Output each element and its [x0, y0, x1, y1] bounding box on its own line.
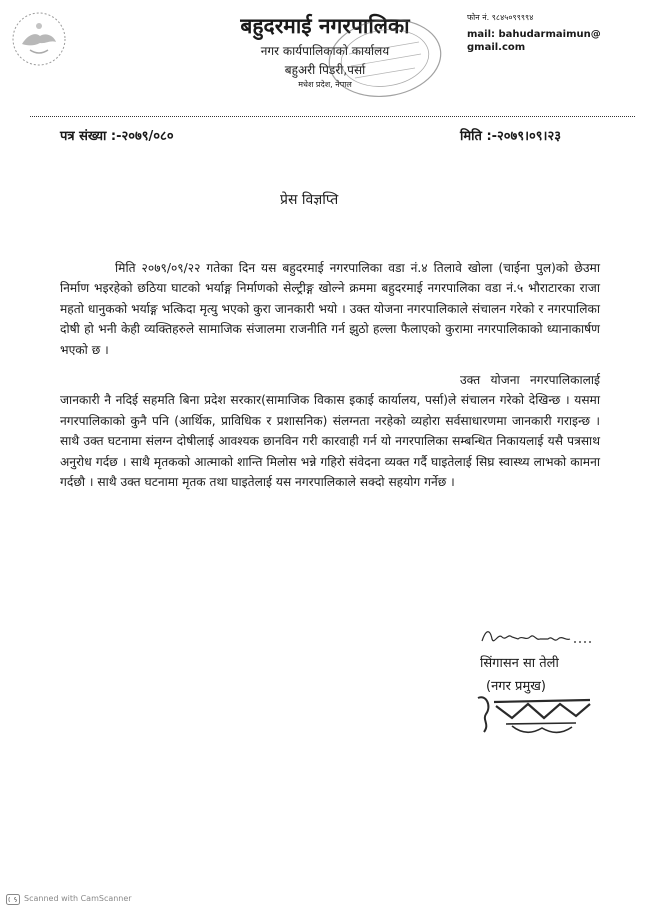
nepal-emblem-icon — [10, 10, 68, 68]
municipality-name: बहुदरमाई नगरपालिका — [240, 14, 410, 38]
signatory-name: सिंगासन सा तेली — [480, 656, 559, 671]
letter-number: पत्र संख्या :-२०७९/०८० — [60, 129, 174, 144]
header-divider — [30, 116, 635, 117]
body-paragraph-2: उक्त योजना नगरपालिकालाई जानकारी नै नदिई सहमति बिना प्रदेश सरकार(सामाजिक विकास इकाई कार्यालय, पर्सा)ले संचालन गरेको देखिन्छ । यसमा नगरपालिकाको कुनै पनि (आर्थिक, प्राविधिक र प्रशासनिक) संलग्नता नरहेको व्यहोरा सर्वसाधारणमा जानकारी गराइन्छ । साथै उक्त घटनामा संलग्न दोषीलाई आवश्यक छानविन गरी कारवाही गर्न यो नगरपालिका सम्बन्धित निकायलाई यसै पत्रसाथ अनुरोध गर्दछ । साथै मृतकको आत्माको शान्ति मिलोस भन्ने गहिरो संवेदना व्यक्त गर्दै घाइतेलाई सिघ्र स्वास्थ्य लाभको कामना गर्दछौ । साथै उक्त घटनामा मृतक तथा घाइतेलाई यस नगरपालिकाले सक्दो सहयोग गर्नेछ । — [60, 373, 600, 490]
email-line-1: mail: bahudarmaimun@ — [467, 29, 601, 40]
signature-scribble-icon — [478, 625, 598, 649]
mayor-stamp-icon — [472, 692, 602, 738]
notice-title: प्रेस विज्ञप्ति — [280, 192, 339, 208]
signatory-role: (नगर प्रमुख) — [486, 679, 546, 694]
camscanner-icon — [6, 894, 20, 905]
body-paragraph-1: मिति २०७९/०९/२२ गतेका दिन यस बहुदरमाई नगरपालिका वडा नं.४ तिलावे खोला (चाईना पुल)को छेउमा निर्माण भइरहेको छठिया घाटको भर्याङ्ग निर्माणको सेल्ट्रीङ्ग खोल्ने क्रममा बहुदरमाई नगरपालिका वडा नं.५ भौराटारका राजा महतो धानुकको भर्याङ्ग भत्किदा मृत्यु भएको कुरा जानकारी भयो । उक्त योजना नगरपालिकाले संचालन गरेको र नगरपालिका दोषी हो भनी केही व्यक्तिहरुले सामाजिक संजालमा राजनीति गर्न झुठो हल्ला फैलाएको कुरामा नगरपालिकाको ध्यानाकार्षण भएको छ । — [60, 261, 600, 357]
office-province: मधेश प्रदेश, नेपाल — [298, 80, 352, 89]
letter-date: मिति :-२०७९।०९।२३ — [460, 129, 561, 144]
contact-info — [467, 12, 657, 54]
notice-body — [60, 258, 600, 492]
office-name: नगर कार्यपालिकाको कार्यालय — [260, 44, 390, 58]
office-address: बहुअरी पिडरी,पर्सा — [284, 63, 366, 77]
office-seal-icon — [315, 14, 445, 100]
phone-number: फोन नं. ९८४५०९९९९४ — [467, 13, 534, 22]
scanner-watermark: Scanned with CamScanner — [24, 894, 132, 903]
email-address — [467, 28, 657, 54]
email-line-2: gmail.com — [467, 42, 526, 53]
